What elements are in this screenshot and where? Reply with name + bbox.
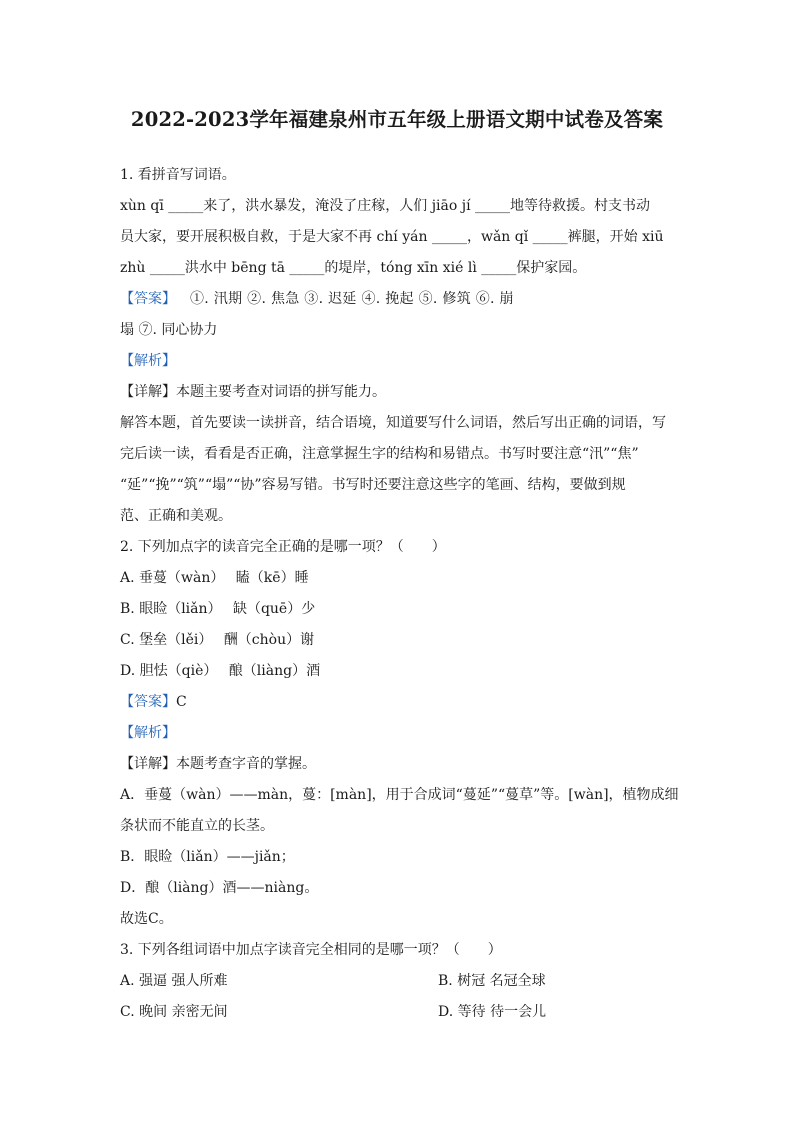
document-body: [120, 160, 679, 1028]
question-2-heading: 2. 下列加点字的读音完全正确的是哪一项？（ ）: [120, 539, 446, 555]
question-3-option-d: D. 等待 待一会儿: [438, 1004, 547, 1020]
question-1-text-line: 员大家，要开展积极自救，于是大家不再 chí yán _____，wǎn qǐ _____裤腿，开始 xiū: [120, 229, 664, 245]
detail-line: B．眼睑（liǎn）——jiǎn；: [120, 849, 295, 865]
detail-line: D．酿（liàng）酒——niàng。: [120, 880, 319, 896]
detail-line: 【详解】本题考查字音的掌握。: [120, 756, 316, 772]
question-3-option-b: B. 树冠 名冠全球: [438, 973, 546, 989]
question-1-answer-cont: 塌 ⑦. 同心协力: [120, 322, 218, 338]
analysis-label: 【解析】: [120, 353, 176, 369]
question-2-option-b: B. 眼睑（liǎn） 缺（quē）少: [120, 601, 316, 617]
answer-label: 【答案】: [120, 694, 176, 710]
question-3-options-row: [120, 997, 676, 1028]
answer-label: 【答案】: [120, 291, 176, 307]
question-2-option-d: D. 胆怯（qiè） 酿（liàng）酒: [120, 663, 321, 679]
detail-line: A．垂蔓（wàn）——màn，蔓：[màn]，用于合成词“蔓延”“蔓草”等。[wàn]，植物成细: [120, 787, 679, 803]
question-2-option-a: A. 垂蔓（wàn） 瞌（kē）睡: [120, 570, 309, 586]
answer-text: ①. 汛期 ②. 焦急 ③. 迟延 ④. 挽起 ⑤. 修筑 ⑥. 崩: [190, 291, 514, 307]
analysis-label: 【解析】: [120, 725, 176, 741]
question-3-options-row: [120, 966, 676, 997]
question-1-answer: [120, 284, 676, 315]
question-3-option-c: C. 晚间 亲密无间: [120, 1004, 228, 1020]
detail-line: 完后读一读，看看是否正确，注意掌握生字的结构和易错点。书写时要注意“汛”“焦”: [120, 446, 639, 462]
detail-line: “延”“挽”“筑”“塌”“协”容易写错。书写时还要注意这些字的笔画、结构，要做到规: [120, 477, 626, 493]
question-2-option-c: C. 堡垒（lěi） 酬（chòu）谢: [120, 632, 315, 648]
question-1-text-line: zhù _____洪水中 bēng tā _____的堤岸，tóng xīn xié lì _____保护家园。: [120, 260, 587, 276]
answer-text: C: [176, 694, 187, 710]
detail-line: 范、正确和美观。: [120, 508, 232, 524]
question-3-option-a: A. 强逼 强人所难: [120, 973, 228, 989]
question-2-answer: [120, 687, 676, 718]
page-title: 2022-2023学年福建泉州市五年级上册语文期中试卷及答案: [130, 108, 664, 131]
detail-line: 解答本题，首先要读一读拼音，结合语境，知道要写什么词语，然后写出正确的词语，写: [120, 415, 666, 431]
detail-line: 【详解】本题主要考查对词语的拼写能力。: [120, 384, 386, 400]
question-3-heading: 3. 下列各组词语中加点字读音完全相同的是哪一项？（ ）: [120, 942, 502, 958]
question-1-text-line: xùn qī _____来了，洪水暴发，淹没了庄稼，人们 jiāo jí _____地等待救援。村支书动: [120, 198, 651, 214]
detail-line: 故选C。: [120, 911, 173, 927]
detail-line: 条状而不能直立的长茎。: [120, 818, 274, 834]
question-1-heading: 1. 看拼音写词语。: [120, 167, 236, 183]
